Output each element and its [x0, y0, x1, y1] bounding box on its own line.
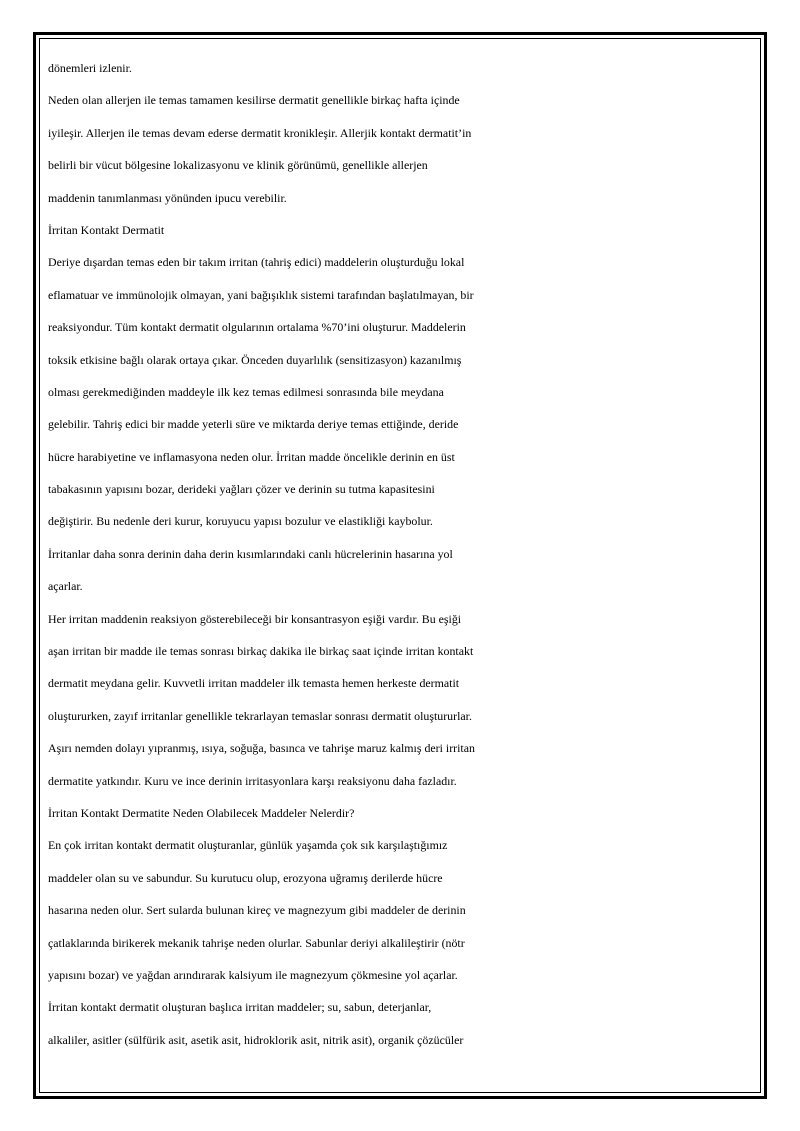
text-line: maddeler olan su ve sabundur. Su kurutucu olup, erozyona uğramış derilerde hücre: [48, 870, 443, 885]
text-line: hasarına neden olur. Sert sularda bulunan kireç ve magnezyum gibi maddeler de derinin: [48, 903, 466, 918]
text-line: Deriye dışardan temas eden bir takım irritan (tahriş edici) maddelerin oluşturduğu lokal: [48, 255, 465, 270]
text-line: Aşırı nemden dolayı yıpranmış, ısıya, soğuğa, basınca ve tahrişe maruz kalmış deri irritan: [48, 741, 475, 756]
text-line: gelebilir. Tahriş edici bir madde yeterli süre ve miktarda deriye temas ettiğinde, deride: [48, 417, 459, 432]
document-body: [48, 52, 760, 1056]
section-heading: İrritan Kontakt Dermatite Neden Olabilecek Maddeler Nelerdir?: [48, 805, 355, 820]
text-line: hücre harabiyetine ve inflamasyona neden olur. İrritan madde öncelikle derinin en üst: [48, 449, 455, 464]
section-heading: İrritan Kontakt Dermatit: [48, 222, 165, 237]
text-line: dönemleri izlenir.: [48, 61, 132, 75]
text-line: tabakasının yapısını bozar, derideki yağları çözer ve derinin su tutma kapasitesini: [48, 482, 435, 497]
text-line: aşan irritan bir madde ile temas sonrası birkaç dakika ile birkaç saat içinde irritan kontakt: [48, 644, 474, 659]
text-line: yapısını bozar) ve yağdan arındırarak kalsiyum ile magnezyum çökmesine yol açarlar.: [48, 967, 458, 982]
text-line: İrritanlar daha sonra derinin daha derin kısımlarındaki canlı hücrelerinin hasarına yol: [48, 546, 453, 561]
text-line: maddenin tanımlanması yönünden ipucu verebilir.: [48, 190, 287, 205]
text-line: Her irritan maddenin reaksiyon gösterebileceği bir konsantrasyon eşiği vardır. Bu eşiği: [48, 611, 462, 626]
text-line: İrritan kontakt dermatit oluşturan başlıca irritan maddeler; su, sabun, deterjanlar,: [48, 1000, 432, 1015]
text-line: iyileşir. Allerjen ile temas devam ederse dermatit kronikleşir. Allerjik kontakt dermatit’in: [48, 125, 472, 140]
text-line: dermatit meydana gelir. Kuvvetli irritan maddeler ilk temasta hemen herkeste dermatit: [48, 676, 460, 691]
text-line: reaksiyondur. Tüm kontakt dermatit olgularının ortalama %70’ini oluşturur. Maddelerin: [48, 320, 466, 335]
text-line: oluştururken, zayıf irritanlar genellikle tekrarlayan temaslar sonrası dermatit oluştururlar.: [48, 708, 472, 723]
text-line: değiştirir. Bu nedenle deri kurur, koruyucu yapısı bozulur ve elastikliği kaybolur.: [48, 514, 433, 529]
text-line: En çok irritan kontakt dermatit oluşturanlar, günlük yaşamda çok sık karşılaştığımız: [48, 838, 448, 853]
text-line: toksik etkisine bağlı olarak ortaya çıkar. Önceden duyarlılık (sensitizasyon) kazanılmış: [48, 352, 462, 367]
text-line: çatlaklarında birikerek mekanik tahrişe neden olurlar. Sabunlar deriyi alkalileştirir (nötr: [48, 935, 465, 950]
text-line: belirli bir vücut bölgesine lokalizasyonu ve klinik görünümü, genellikle allerjen: [48, 158, 428, 173]
text-line: Neden olan allerjen ile temas tamamen kesilirse dermatit genellikle birkaç hafta içinde: [48, 93, 460, 108]
text-line: açarlar.: [48, 579, 83, 594]
text-line: olması gerekmediğinden maddeyle ilk kez temas edilmesi sonrasında bile meydana: [48, 384, 444, 399]
text-line: dermatite yatkındır. Kuru ve ince derinin irritasyonlara karşı reaksiyonu daha fazladır.: [48, 773, 457, 788]
text-line: alkaliler, asitler (sülfürik asit, asetik asit, hidroklorik asit, nitrik asit), organik çözücüler: [48, 1032, 464, 1047]
text-line: eflamatuar ve immünolojik olmayan, yani bağışıklık sistemi tarafından başlatılmayan, bir: [48, 287, 474, 302]
